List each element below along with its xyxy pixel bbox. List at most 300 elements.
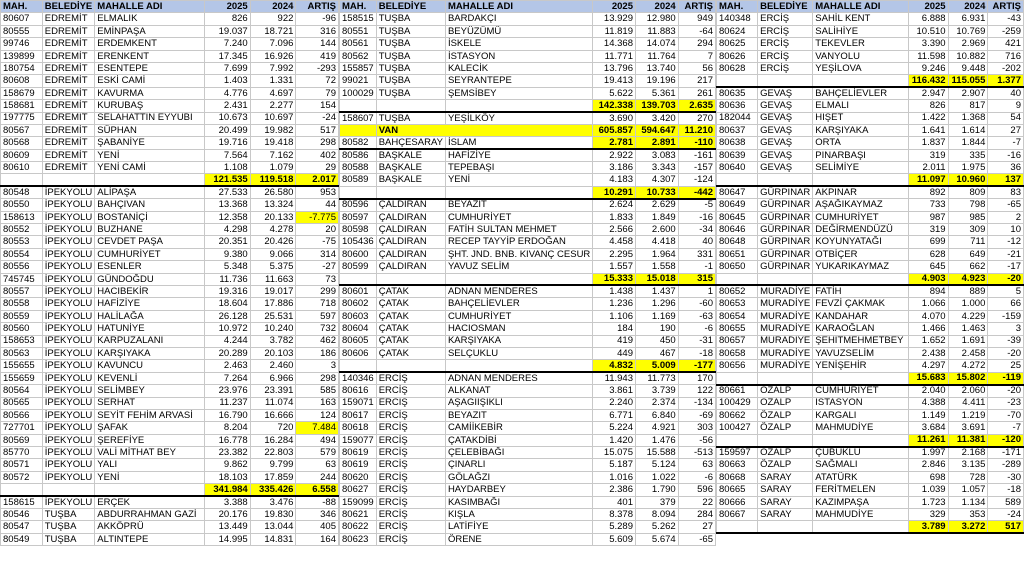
header-cell[interactable]: BELEDİYE	[376, 1, 445, 13]
cell-district[interactable]: TUŞBA	[376, 112, 445, 124]
cell-district[interactable]: EDREMİT	[42, 62, 95, 74]
cell-neighborhood[interactable]: VALİ MİTHAT BEY	[95, 447, 205, 459]
cell-change[interactable]: 144	[296, 38, 339, 50]
cell-change[interactable]: 36	[988, 162, 1024, 174]
cell-district[interactable]: İPEKYOLU	[42, 496, 95, 508]
cell-2024[interactable]: 23.391	[250, 385, 296, 397]
cell-code[interactable]: 80582	[340, 137, 377, 149]
cell-2025[interactable]: 4.183	[593, 174, 636, 186]
cell-2024[interactable]: 2.060	[948, 385, 988, 397]
cell-2025[interactable]: 121.535	[205, 174, 251, 186]
cell-2024[interactable]: 4.923	[948, 273, 988, 285]
cell-neighborhood[interactable]: EMİNPAŞA	[95, 25, 205, 37]
cell-district[interactable]: MURADİYE	[758, 310, 813, 322]
cell-code[interactable]: 182044	[717, 112, 758, 124]
cell-code[interactable]: 80586	[340, 149, 377, 161]
cell-district[interactable]: ERCİŞ	[376, 409, 445, 421]
cell-2024[interactable]: 353	[948, 509, 988, 521]
cell-district[interactable]: İPEKYOLU	[42, 285, 95, 297]
cell-neighborhood[interactable]: TEKEVLER	[813, 38, 909, 50]
cell-2024[interactable]: 11.883	[635, 25, 678, 37]
cell-code[interactable]: 745745	[1, 273, 43, 285]
cell-change[interactable]: 261	[678, 87, 715, 99]
cell-code[interactable]: 80627	[340, 484, 377, 496]
cell-neighborhood[interactable]: SAĞMALI	[813, 459, 909, 471]
cell-code[interactable]: 158607	[340, 112, 377, 124]
cell-change[interactable]: -134	[678, 397, 715, 409]
cell-district[interactable]: GÜRPINAR	[758, 199, 813, 211]
cell-neighborhood[interactable]: İSTASYON	[813, 397, 909, 409]
cell-district[interactable]: GEVAŞ	[758, 87, 813, 99]
cell-change[interactable]: -20	[988, 347, 1024, 359]
cell-2025[interactable]: 3.390	[908, 38, 948, 50]
cell-district[interactable]: İPEKYOLU	[42, 199, 95, 211]
cell-2025[interactable]: 1.641	[908, 124, 948, 136]
cell-district[interactable]: MURADİYE	[758, 323, 813, 335]
cell-2025[interactable]: 2.240	[593, 397, 636, 409]
cell-2025[interactable]: 2.624	[593, 199, 636, 211]
cell-district[interactable]: İPEKYOLU	[42, 236, 95, 248]
cell-code[interactable]: 80610	[1, 162, 43, 174]
cell-neighborhood[interactable]: ŞABANİYE	[95, 137, 205, 149]
cell-2025[interactable]: 1.422	[908, 112, 948, 124]
cell-district[interactable]: ÇATAK	[376, 347, 445, 359]
cell-2025[interactable]: 20.499	[205, 124, 251, 136]
cell-2025[interactable]: 1.108	[205, 162, 251, 174]
cell-change[interactable]: 20	[296, 224, 339, 236]
cell-2024[interactable]: 1.790	[635, 484, 678, 496]
cell-2024[interactable]: 2.168	[948, 447, 988, 459]
cell-neighborhood[interactable]: HACIBEKİR	[95, 285, 205, 297]
cell-code[interactable]: 80571	[1, 459, 43, 471]
cell-code[interactable]: 80651	[717, 248, 758, 260]
cell-district[interactable]: ERCİŞ	[376, 484, 445, 496]
cell-2024[interactable]: 14.831	[250, 533, 296, 545]
cell-code[interactable]: 158515	[340, 13, 377, 25]
cell-code[interactable]: 80565	[1, 397, 43, 409]
cell-code[interactable]	[340, 360, 377, 372]
cell-2024[interactable]: 9.448	[948, 62, 988, 74]
cell-code[interactable]: 80622	[340, 521, 377, 533]
cell-change[interactable]: 299	[296, 285, 339, 297]
cell-2024[interactable]: 1.296	[635, 298, 678, 310]
cell-2024[interactable]: 2.277	[250, 100, 296, 112]
header-cell[interactable]: MAHALLE ADI	[445, 1, 592, 13]
cell-2024[interactable]: 5.262	[635, 521, 678, 533]
cell-neighborhood[interactable]: CUMHURİYET	[95, 248, 205, 260]
cell-neighborhood[interactable]: HATUNİYE	[95, 323, 205, 335]
cell-district[interactable]: ÇALDIRAN	[376, 248, 445, 260]
cell-neighborhood[interactable]: ÖRENE	[445, 533, 592, 545]
cell-2025[interactable]: 4.297	[908, 360, 948, 372]
cell-neighborhood[interactable]	[813, 434, 909, 446]
cell-neighborhood[interactable]: YENİ	[95, 149, 205, 161]
cell-neighborhood[interactable]: KEVENLİ	[95, 372, 205, 384]
header-cell[interactable]: MAHALLE ADI	[95, 1, 205, 13]
cell-change[interactable]: 315	[678, 273, 715, 285]
cell-2024[interactable]: 2.600	[635, 224, 678, 236]
cell-2025[interactable]: 3.388	[205, 496, 251, 508]
cell-2025[interactable]: 7.564	[205, 149, 251, 161]
cell-2024[interactable]: 809	[948, 186, 988, 198]
cell-change[interactable]: 6.558	[296, 484, 339, 496]
cell-2025[interactable]: 1.837	[908, 137, 948, 149]
cell-2024[interactable]: 1.331	[250, 75, 296, 87]
cell-neighborhood[interactable]: ŞAFAK	[95, 422, 205, 434]
cell-code[interactable]: 80665	[717, 484, 758, 496]
cell-change[interactable]: 402	[296, 149, 339, 161]
cell-code[interactable]: 80566	[1, 409, 43, 421]
cell-change[interactable]: -7	[988, 137, 1024, 149]
cell-neighborhood[interactable]: SEYRANTEPE	[445, 75, 592, 87]
cell-2024[interactable]: 19.982	[250, 124, 296, 136]
cell-neighborhood[interactable]: KAVUNCU	[95, 360, 205, 372]
cell-2024[interactable]: 3.272	[948, 521, 988, 533]
cell-change[interactable]: 716	[988, 50, 1024, 62]
cell-2024[interactable]: 11.663	[250, 273, 296, 285]
cell-code[interactable]: 80617	[340, 409, 377, 421]
cell-neighborhood[interactable]: FATİH	[813, 285, 909, 297]
cell-2025[interactable]: 826	[205, 13, 251, 25]
cell-code[interactable]: 80569	[1, 434, 43, 446]
cell-change[interactable]: 517	[988, 521, 1024, 533]
cell-district[interactable]	[376, 186, 445, 198]
cell-neighborhood[interactable]: BUZHANE	[95, 224, 205, 236]
header-cell[interactable]: ARTIŞ	[988, 1, 1024, 13]
cell-2025[interactable]: 11.819	[593, 25, 636, 37]
cell-district[interactable]: ERCİŞ	[376, 459, 445, 471]
cell-2025[interactable]: 5.289	[593, 521, 636, 533]
cell-change[interactable]: 137	[988, 174, 1024, 186]
cell-2024[interactable]: 9.066	[250, 248, 296, 260]
cell-district[interactable]: MURADİYE	[758, 335, 813, 347]
cell-neighborhood[interactable]: KAVURMA	[95, 87, 205, 99]
cell-change[interactable]: 244	[296, 471, 339, 483]
cell-change[interactable]: 63	[678, 459, 715, 471]
cell-2025[interactable]: 1.466	[908, 323, 948, 335]
cell-change[interactable]: 170	[678, 372, 715, 384]
cell-2025[interactable]: 3.789	[908, 521, 948, 533]
cell-2025[interactable]: 11.943	[593, 372, 636, 384]
cell-2025[interactable]: 4.903	[908, 273, 948, 285]
cell-code[interactable]	[340, 100, 377, 112]
cell-neighborhood[interactable]: HAYDARBEY	[445, 484, 592, 496]
cell-neighborhood[interactable]: AKPINAR	[813, 186, 909, 198]
cell-neighborhood[interactable]: KARŞIYAKA	[813, 124, 909, 136]
cell-neighborhood[interactable]: HAFİZİYE	[95, 298, 205, 310]
cell-district[interactable]	[42, 174, 95, 186]
cell-change[interactable]: -171	[988, 447, 1024, 459]
cell-neighborhood[interactable]: LATİFİYE	[445, 521, 592, 533]
cell-2024[interactable]: 3.343	[635, 162, 678, 174]
header-cell[interactable]: MAH.	[717, 1, 758, 13]
cell-neighborhood[interactable]: HAFİZİYE	[445, 149, 592, 161]
cell-code[interactable]: 158615	[1, 496, 43, 508]
cell-change[interactable]: -69	[678, 409, 715, 421]
cell-neighborhood[interactable]: CUMHURİYET	[813, 385, 909, 397]
cell-2024[interactable]: 4.418	[635, 236, 678, 248]
cell-change[interactable]: 421	[988, 38, 1024, 50]
cell-2024[interactable]: 5.361	[635, 87, 678, 99]
cell-neighborhood[interactable]: YUKARIKAYMAZ	[813, 261, 909, 273]
cell-2025[interactable]: 329	[908, 509, 948, 521]
cell-change[interactable]: -6	[678, 323, 715, 335]
cell-code[interactable]: 80638	[717, 137, 758, 149]
cell-change[interactable]: 462	[296, 335, 339, 347]
cell-district[interactable]: ÖZALP	[758, 385, 813, 397]
cell-neighborhood[interactable]: KANDAHAR	[813, 310, 909, 322]
cell-district[interactable]: ÇATAK	[376, 285, 445, 297]
cell-neighborhood[interactable]: İSTASYON	[445, 50, 592, 62]
cell-2024[interactable]: 20.103	[250, 347, 296, 359]
cell-neighborhood[interactable]: KARŞIYAKA	[445, 335, 592, 347]
cell-2024[interactable]: 10.697	[250, 112, 296, 124]
cell-district[interactable]: İPEKYOLU	[42, 409, 95, 421]
cell-change[interactable]: 79	[296, 87, 339, 99]
cell-neighborhood[interactable]: SALİHİYE	[813, 25, 909, 37]
cell-2024[interactable]: 711	[948, 236, 988, 248]
cell-district[interactable]: İPEKYOLU	[42, 397, 95, 409]
cell-code[interactable]: 80650	[717, 261, 758, 273]
cell-district[interactable]: ERCİŞ	[376, 471, 445, 483]
cell-district[interactable]: ÖZALP	[758, 409, 813, 421]
cell-2025[interactable]: 5.348	[205, 261, 251, 273]
cell-code[interactable]: 80625	[717, 38, 758, 50]
cell-change[interactable]: -159	[988, 310, 1024, 322]
cell-2024[interactable]: 1.368	[948, 112, 988, 124]
cell-change[interactable]: -70	[988, 409, 1024, 421]
cell-neighborhood[interactable]	[813, 174, 909, 186]
cell-neighborhood[interactable]: KARAOĞLAN	[813, 323, 909, 335]
cell-neighborhood[interactable]: SELAHATTİN EYYUBİ	[95, 112, 205, 124]
cell-2024[interactable]: 19.017	[250, 285, 296, 297]
cell-district[interactable]: ERCİŞ	[376, 422, 445, 434]
header-cell[interactable]: BELEDİYE	[42, 1, 95, 13]
cell-district[interactable]: ERCİŞ	[758, 38, 813, 50]
cell-district[interactable]: ERCİŞ	[758, 13, 813, 25]
cell-code[interactable]: 80653	[717, 298, 758, 310]
cell-2025[interactable]: 4.832	[593, 360, 636, 372]
cell-neighborhood[interactable]: VANYOLU	[813, 50, 909, 62]
cell-neighborhood[interactable]: ŞHT. JND. BNB. KIVANÇ CESUR	[445, 248, 592, 260]
cell-2025[interactable]: 19.316	[205, 285, 251, 297]
cell-change[interactable]: 597	[296, 310, 339, 322]
cell-district[interactable]: ERCİŞ	[376, 385, 445, 397]
cell-2025[interactable]: 20.289	[205, 347, 251, 359]
cell-2024[interactable]: 662	[948, 261, 988, 273]
cell-2025[interactable]: 142.338	[593, 100, 636, 112]
cell-district[interactable]	[758, 372, 813, 384]
cell-2025[interactable]: 1.557	[593, 261, 636, 273]
cell-code[interactable]: 80667	[717, 509, 758, 521]
cell-2025[interactable]: 2.781	[593, 137, 636, 149]
cell-neighborhood[interactable]: ESKİ CAMİ	[95, 75, 205, 87]
cell-2024[interactable]: 3.420	[635, 112, 678, 124]
cell-code[interactable]: 80654	[717, 310, 758, 322]
cell-change[interactable]: 303	[678, 422, 715, 434]
cell-2024[interactable]: 985	[948, 211, 988, 223]
cell-neighborhood[interactable]: CUMHURİYET	[445, 211, 592, 223]
cell-district[interactable]: GÜRPINAR	[758, 224, 813, 236]
cell-change[interactable]: 10	[988, 224, 1024, 236]
cell-code[interactable]: 80598	[340, 224, 377, 236]
cell-change[interactable]: -16	[988, 149, 1024, 161]
cell-code[interactable]: 80588	[340, 162, 377, 174]
cell-code[interactable]: 80646	[717, 224, 758, 236]
cell-2025[interactable]: 1.236	[593, 298, 636, 310]
cell-change[interactable]: -88	[296, 496, 339, 508]
cell-district[interactable]: ÖZALP	[758, 459, 813, 471]
cell-2025[interactable]: 319	[908, 149, 948, 161]
cell-neighborhood[interactable]: BEYAZIT	[445, 409, 592, 421]
cell-code[interactable]	[717, 434, 758, 446]
cell-district[interactable]: GEVAŞ	[758, 112, 813, 124]
cell-2024[interactable]: 1.558	[635, 261, 678, 273]
cell-change[interactable]: 124	[296, 409, 339, 421]
cell-code[interactable]: 80666	[717, 496, 758, 508]
cell-district[interactable]: TUŞBA	[42, 521, 95, 533]
cell-district[interactable]: EDREMİT	[42, 25, 95, 37]
cell-2025[interactable]: 2.566	[593, 224, 636, 236]
cell-neighborhood[interactable]: ŞEHİTMEHMETBEY	[813, 335, 909, 347]
cell-2024[interactable]: 2.907	[948, 87, 988, 99]
cell-change[interactable]: 72	[296, 75, 339, 87]
cell-change[interactable]: -65	[988, 199, 1024, 211]
cell-neighborhood[interactable]: KASIMBAĞI	[445, 496, 592, 508]
cell-change[interactable]: -24	[988, 509, 1024, 521]
cell-2024[interactable]: 19.830	[250, 509, 296, 521]
cell-change[interactable]: 73	[296, 273, 339, 285]
cell-2025[interactable]: 13.449	[205, 521, 251, 533]
cell-district[interactable]: ERCİŞ	[376, 372, 445, 384]
cell-district[interactable]: ERCİŞ	[376, 496, 445, 508]
cell-district[interactable]: MURADİYE	[758, 347, 813, 359]
cell-2024[interactable]: 1.437	[635, 285, 678, 297]
cell-2024[interactable]: 379	[635, 496, 678, 508]
cell-neighborhood[interactable]: YEŞİLOVA	[813, 62, 909, 74]
cell-neighborhood[interactable]: ESENLER	[95, 261, 205, 273]
cell-2025[interactable]: 10.673	[205, 112, 251, 124]
cell-code[interactable]: 80549	[1, 533, 43, 545]
cell-neighborhood[interactable]: SERHAT	[95, 397, 205, 409]
cell-code[interactable]: 80658	[717, 347, 758, 359]
cell-2025[interactable]: 184	[593, 323, 636, 335]
cell-neighborhood[interactable]: ESENTEPE	[95, 62, 205, 74]
cell-neighborhood[interactable]: KURUBAŞ	[95, 100, 205, 112]
cell-code[interactable]: 80606	[340, 347, 377, 359]
cell-2025[interactable]: 2.011	[908, 162, 948, 174]
cell-neighborhood[interactable]	[445, 360, 592, 372]
cell-2025[interactable]: 4.388	[908, 397, 948, 409]
header-cell[interactable]: 2025	[908, 1, 948, 13]
cell-change[interactable]: 2	[988, 211, 1024, 223]
cell-code[interactable]: 158653	[1, 335, 43, 347]
cell-2025[interactable]: 26.128	[205, 310, 251, 322]
cell-code[interactable]: 80635	[717, 87, 758, 99]
cell-code[interactable]: 80637	[717, 124, 758, 136]
cell-code[interactable]	[717, 521, 758, 533]
cell-change[interactable]: -21	[988, 248, 1024, 260]
cell-2025[interactable]: 419	[593, 335, 636, 347]
cell-district[interactable]: TUŞBA	[376, 38, 445, 50]
cell-change[interactable]: 3	[296, 360, 339, 372]
cell-change[interactable]: 40	[678, 236, 715, 248]
cell-neighborhood[interactable]: YENİ	[95, 471, 205, 483]
cell-district[interactable]: İPEKYOLU	[42, 459, 95, 471]
cell-code[interactable]: 80661	[717, 385, 758, 397]
cell-district[interactable]: TUŞBA	[376, 50, 445, 62]
cell-change[interactable]: 186	[296, 347, 339, 359]
cell-district[interactable]: İPEKYOLU	[42, 385, 95, 397]
cell-2024[interactable]: 18.721	[250, 25, 296, 37]
cell-2025[interactable]: 10.972	[205, 323, 251, 335]
cell-district[interactable]: İPEKYOLU	[42, 211, 95, 223]
cell-2025[interactable]: 8.378	[593, 509, 636, 521]
cell-change[interactable]: 7	[678, 50, 715, 62]
cell-change[interactable]: 718	[296, 298, 339, 310]
cell-neighborhood[interactable]: SELÇUKLU	[445, 347, 592, 359]
cell-code[interactable]: 99746	[1, 38, 43, 50]
cell-2025[interactable]: 3.861	[593, 385, 636, 397]
cell-neighborhood[interactable]: YENİ	[445, 174, 592, 186]
cell-2025[interactable]: 1.403	[205, 75, 251, 87]
cell-change[interactable]: 494	[296, 434, 339, 446]
cell-2024[interactable]: 1.476	[635, 434, 678, 446]
header-cell[interactable]: 2025	[205, 1, 251, 13]
cell-change[interactable]: -39	[988, 335, 1024, 347]
cell-2024[interactable]: 4.307	[635, 174, 678, 186]
header-cell[interactable]: 2024	[250, 1, 296, 13]
cell-change[interactable]: 27	[678, 521, 715, 533]
cell-change[interactable]: 949	[678, 13, 715, 25]
cell-change[interactable]: 2.017	[296, 174, 339, 186]
cell-change[interactable]: 7.484	[296, 422, 339, 434]
cell-district[interactable]	[758, 521, 813, 533]
cell-2025[interactable]: 5.187	[593, 459, 636, 471]
cell-neighborhood[interactable]: ALİPAŞA	[95, 186, 205, 198]
header-cell[interactable]: 2024	[948, 1, 988, 13]
header-cell[interactable]: ARTIŞ	[296, 1, 339, 13]
cell-2025[interactable]: 2.386	[593, 484, 636, 496]
cell-code[interactable]	[717, 372, 758, 384]
cell-district[interactable]: EDREMİT	[42, 137, 95, 149]
cell-2025[interactable]: 4.298	[205, 224, 251, 236]
cell-2024[interactable]: 467	[635, 347, 678, 359]
cell-change[interactable]: 316	[296, 25, 339, 37]
cell-change[interactable]: -293	[296, 62, 339, 74]
cell-2024[interactable]: 3.739	[635, 385, 678, 397]
cell-2025[interactable]: 11.237	[205, 397, 251, 409]
cell-district[interactable]: SARAY	[758, 509, 813, 521]
cell-2025[interactable]: 11.097	[908, 174, 948, 186]
cell-2025[interactable]: 7.240	[205, 38, 251, 50]
cell-change[interactable]: 9	[988, 100, 1024, 112]
cell-code[interactable]: 159071	[340, 397, 377, 409]
cell-district[interactable]: SARAY	[758, 484, 813, 496]
cell-2025[interactable]: 10.510	[908, 25, 948, 37]
cell-district[interactable]: İPEKYOLU	[42, 471, 95, 483]
cell-change[interactable]: 585	[296, 385, 339, 397]
cell-2024[interactable]: 11.381	[948, 434, 988, 446]
cell-neighborhood[interactable]: GÖLAĞZI	[445, 471, 592, 483]
cell-district[interactable]: GÜRPINAR	[758, 261, 813, 273]
cell-code[interactable]: 80603	[340, 310, 377, 322]
cell-neighborhood[interactable]: ADNAN MENDERES	[445, 372, 592, 384]
cell-2024[interactable]: 15.802	[948, 372, 988, 384]
cell-neighborhood[interactable]: BARDAKÇI	[445, 13, 592, 25]
cell-district[interactable]: İPEKYOLU	[42, 447, 95, 459]
cell-change[interactable]: 405	[296, 521, 339, 533]
